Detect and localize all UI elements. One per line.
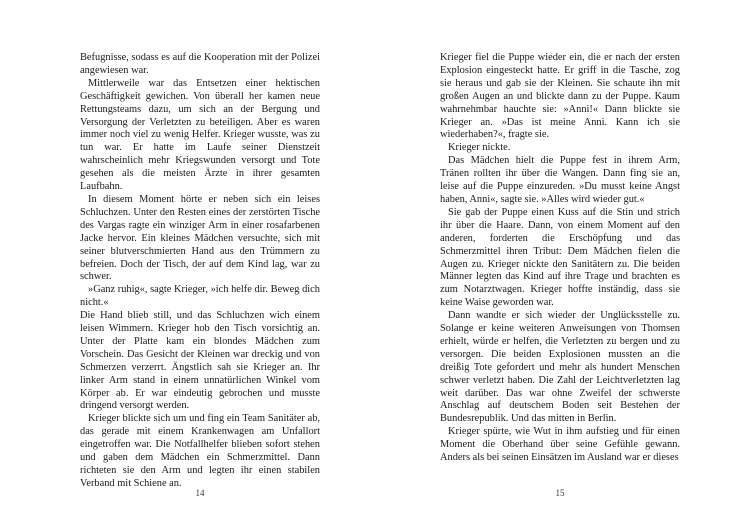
paragraph: Krieger spürte, wie Wut in ihm aufstieg und für einen Moment die Oberhand über seine Gefühle gewann. Anders als bei seinen Einsätzen im Ausland war er dieses xyxy=(440,426,680,464)
paragraph: Krieger nickte. xyxy=(448,142,511,154)
paragraph: Sie gab der Puppe einen Kuss auf die Stin und strich ihr über die Haare. Dann, von einem Moment auf den anderen, forderten die Erschöpfung und das Schmerzmittel ihren Tribut: Dem Mädchen fielen die Augen zu. Krieger nickte den Sanitätern zu. Die beiden Männer legten das Kind auf ihre Trage und brachten es zum Notarztwagen. Krieger hoffte inständig, dass sie keine Waise geworden war. xyxy=(440,206,680,309)
page-number: 14 xyxy=(195,488,205,498)
left-page xyxy=(80,52,320,491)
paragraph: Befugnisse, sodass es auf die Kooperation mit der Polizei angewiesen war. xyxy=(80,52,320,76)
paragraph: »Ganz ruhig«, sagte Krieger, »ich helfe dir. Beweg dich nicht.« xyxy=(80,284,320,309)
paragraph: In diesem Moment hörte er neben sich ein leises Schluchzen. Unter den Resten eines der zerstörten Tische des Vargas ragte ein winziger Arm in einer rosafarbenen Jacke hervor. Ein kleines Mädchen versuchte, sich mit seiner blutverschmierten Hand aus den Trümmern zu befreien. Doch der Tisch, der auf dem Kind lag, war zu schwer. xyxy=(80,193,320,283)
page-number: 15 xyxy=(555,488,565,498)
right-page xyxy=(440,52,680,465)
paragraph: Das Mädchen hielt die Puppe fest in ihrem Arm, Tränen rollten ihr über die Wangen. Dann fing sie an, leise auf die Puppe einzureden. »Du musst keine Angst haben, Anni«, sagte sie. »Alles wird wieder gut.« xyxy=(440,155,680,205)
paragraph: Die Hand blieb still, und das Schluchzen wich einem leisen Wimmern. Krieger hob den Tisch vorsichtig an. Unter der Platte kam ein blondes Mädchen zum Vorschein. Das Gesicht der Kleinen war dreckig und von Schmerzen verzerrt. Ängstlich sah sie Krieger an. Ihr linker Arm stand in einem unnatürlichen Winkel vom Körper ab. Er war eindeutig gebrochen und musste dringend versorgt werden. xyxy=(80,310,320,412)
paragraph: Krieger fiel die Puppe wieder ein, die er nach der ersten Explosion eingesteckt hatte. Er griff in die Tasche, zog sie heraus und gab sie der Kleinen. Sie schaute ihn mit großen Augen an und blickte dann zu der Puppe. Kaum wahrnehmbar hauchte sie: »Anni!« Dann blickte sie Krieger an. »Das ist meine Anni. Kann ich sie wiederhaben?«, fragte sie. xyxy=(440,52,680,141)
paragraph: Krieger blickte sich um und fing ein Team Sanitäter ab, das gerade mit einem Krankenwagen am Unfallort eingetroffen war. Die Notfallhelfer blieben sofort stehen und gaben dem Mädchen ein Schmerzmittel. Dann richteten sie den Arm und legten ihr einen stabilen Verband mit Schiene an. xyxy=(80,413,320,489)
paragraph: Dann wandte er sich wieder der Unglücksstelle zu. Solange er keine weiteren Anweisungen von Thomsen erhielt, würde er helfen, die Verletzten zu bergen und zu versorgen. Die beiden Explosionen mussten an die dreißig Tote gefordert und mehr als hundert Menschen schwer verletzt haben. Die Zahl der Leichtverletzten lag weit darüber. Das war ohne Zweifel der schwerste Anschlag auf deutschem Boden seit Bestehen der Bundesrepublik. Und das mitten in Berlin. xyxy=(440,310,680,425)
paragraph: Mittlerweile war das Entsetzen einer hektischen Geschäftigkeit gewichen. Von überall her kamen neue Rettungsteams dazu, um sich an der Bergung und Versorgung der Verletzten zu beteiligen. Aber es waren immer noch viel zu wenig Helfer. Krieger wusste, was zu tun war. Er hatte im Laufe seiner Dienstzeit wahrscheinlich mehr Kriegswunden versorgt und Tote gesehen als die meisten Ärzte in ihrer gesamten Laufbahn. xyxy=(80,77,320,193)
